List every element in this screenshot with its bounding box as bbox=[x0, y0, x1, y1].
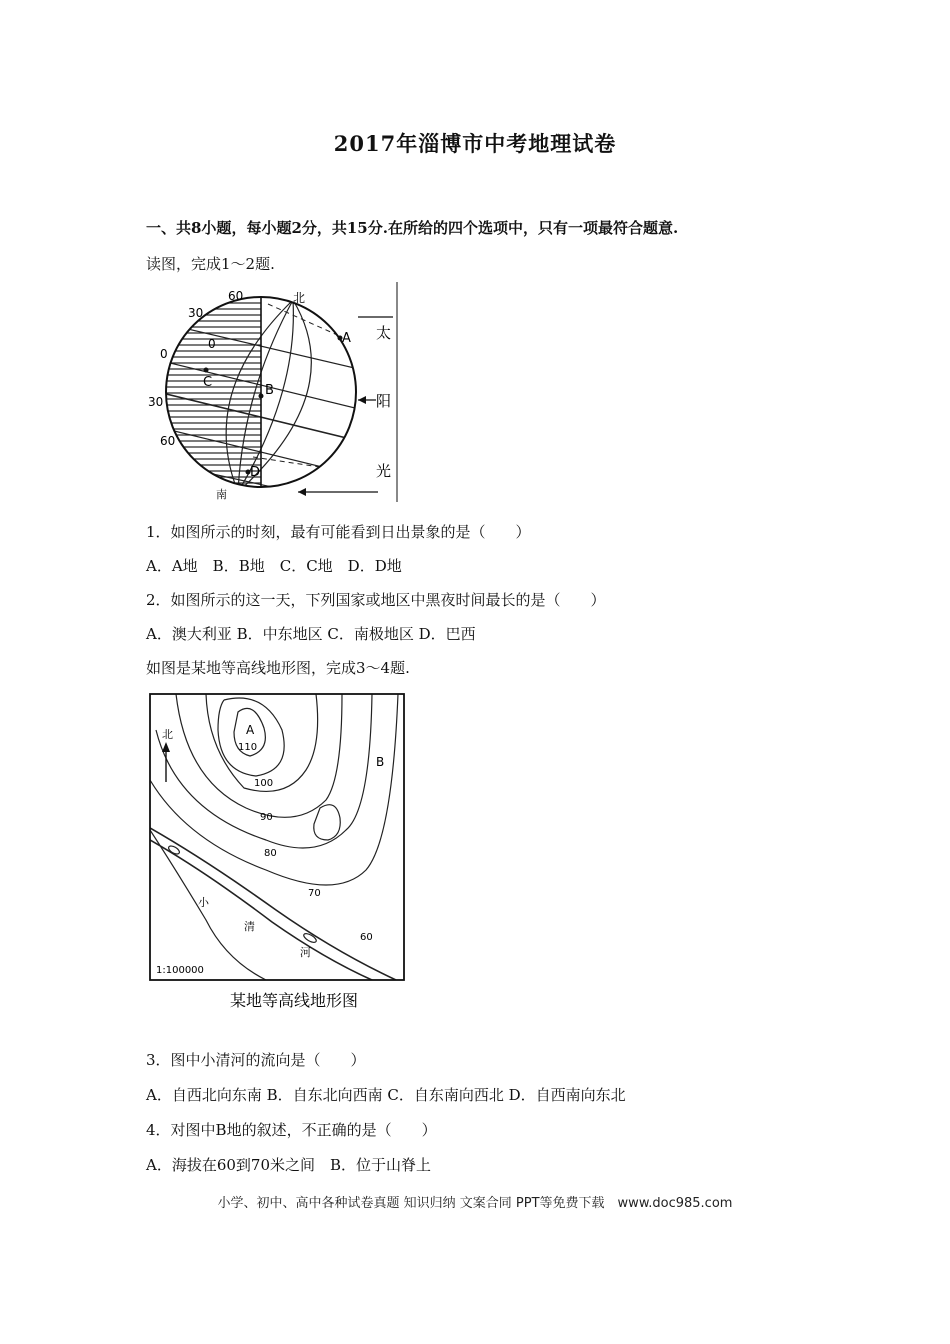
page-title: 2017年淄博市中考地理试卷 bbox=[333, 131, 617, 156]
question-4-options: A．海拔在60到70米之间 B．位于山脊上 bbox=[146, 1156, 432, 1174]
north-label: 北 bbox=[293, 291, 306, 305]
north-arrow-icon bbox=[162, 742, 170, 752]
point-a-label: A bbox=[342, 331, 351, 346]
intro-1: 读图，完成1～2题. bbox=[146, 255, 275, 273]
river-island bbox=[167, 844, 180, 855]
map-caption: 某地等高线地形图 bbox=[230, 991, 359, 1010]
sunlight-char-2: 阳 bbox=[376, 392, 392, 410]
map-north-label: 北 bbox=[162, 728, 173, 741]
sun-ray-arrowhead bbox=[358, 396, 366, 404]
lat-30n-label: 30 bbox=[188, 306, 204, 320]
question-1-options: A．A地 B．B地 C．C地 D．D地 bbox=[146, 557, 402, 575]
river-char-1: 小 bbox=[198, 896, 209, 909]
question-2: 2．如图所示的这一天，下列国家或地区中黑夜时间最长的是（ ） bbox=[146, 591, 606, 609]
contour-closed bbox=[314, 805, 340, 840]
question-3-options: A．自西北向东南 B．自东北向西南 C．自东南向西北 D．自西南向东北 bbox=[146, 1086, 626, 1104]
lat-60n-label: 60 bbox=[228, 289, 244, 303]
map-point-b-label: B bbox=[376, 755, 385, 769]
south-label: 南 bbox=[216, 488, 227, 501]
contour-100-label: 100 bbox=[254, 778, 274, 789]
intro-2: 如图是某地等高线地形图，完成3～4题. bbox=[146, 659, 410, 677]
lat-60s-label: 60 bbox=[160, 434, 176, 448]
lat-30s-label: 30 bbox=[148, 395, 164, 409]
question-1: 1．如图所示的时刻，最有可能看到日出景象的是（ ） bbox=[146, 523, 531, 541]
river-island bbox=[302, 932, 317, 944]
contour-90-label: 90 bbox=[260, 812, 273, 823]
section-heading: 一、共8小题，每小题2分，共15分.在所给的四个选项中，只有一项最符合题意. bbox=[146, 219, 679, 237]
map-point-a-label: A bbox=[246, 723, 255, 737]
contour-110-label: 110 bbox=[238, 742, 258, 753]
point-d-label: D bbox=[250, 465, 261, 480]
contour-map-figure bbox=[146, 690, 410, 1020]
contour-70-label: 70 bbox=[308, 888, 321, 899]
contour-60-label: 60 bbox=[360, 932, 373, 943]
question-4: 4．对图中B地的叙述，不正确的是（ ） bbox=[146, 1121, 437, 1139]
contour-90 bbox=[206, 694, 318, 791]
globe-figure bbox=[148, 282, 410, 502]
question-3: 3．图中小清河的流向是（ ） bbox=[146, 1051, 366, 1069]
sun-ray-arrowhead bbox=[298, 488, 306, 496]
point-c-dot bbox=[204, 368, 209, 373]
question-2-options: A．澳大利亚 B．中东地区 C．南极地区 D．巴西 bbox=[146, 625, 476, 643]
sunlight-char-3: 光 bbox=[376, 462, 392, 480]
river-char-2: 清 bbox=[244, 920, 255, 933]
river-char-3: 河 bbox=[300, 946, 311, 959]
equator-inside-label: 0 bbox=[208, 337, 216, 351]
contour-80-label: 80 bbox=[264, 848, 277, 859]
sunlight-char-1: 太 bbox=[376, 324, 392, 342]
map-scale: 1:100000 bbox=[156, 965, 204, 976]
point-b-label: B bbox=[265, 383, 274, 398]
page-footer: 小学、初中、高中各种试卷真题 知识归纳 文案合同 PPT等免费下载 www.doc985.com bbox=[217, 1196, 733, 1211]
point-c-label: C bbox=[203, 375, 213, 390]
dashed-line bbox=[253, 457, 353, 472]
point-b-dot bbox=[259, 394, 264, 399]
lat-0-label: 0 bbox=[160, 347, 168, 361]
